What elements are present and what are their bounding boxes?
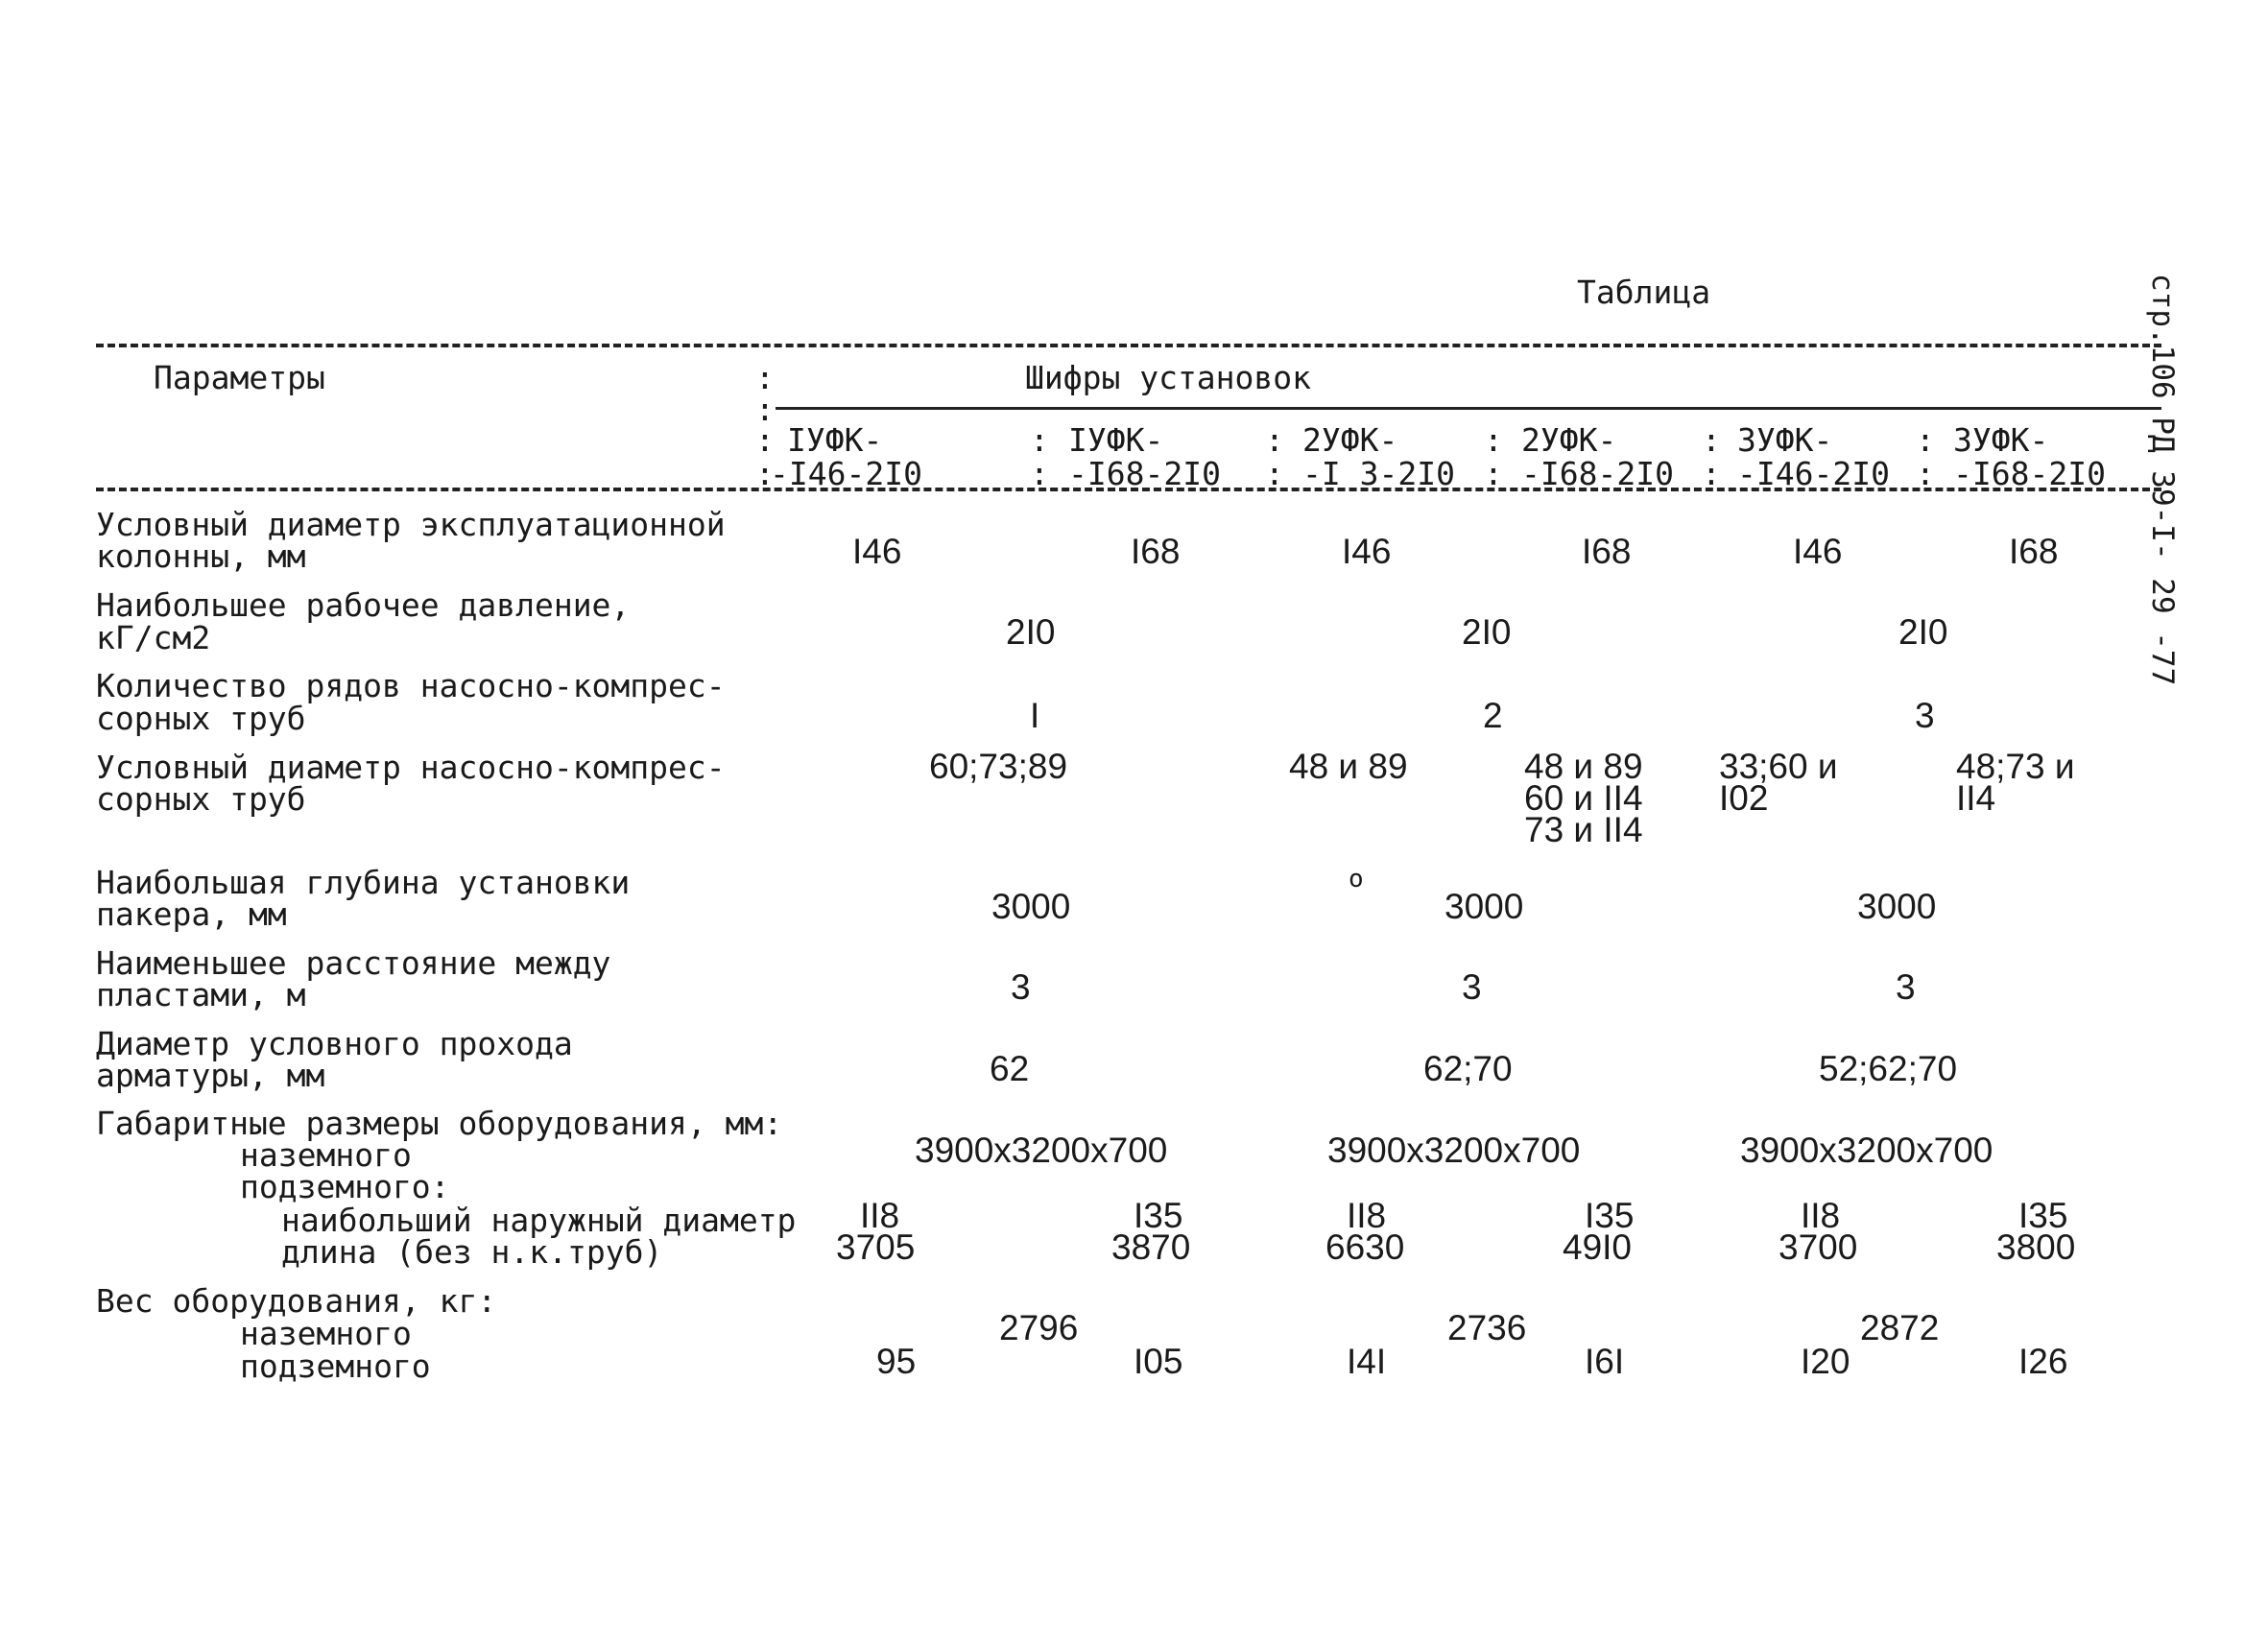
row-label: Наибольшее рабочее давление, [96, 586, 631, 624]
row-label: Габаритные размеры оборудования, мм: [96, 1105, 783, 1142]
column-separator: : [1702, 421, 1721, 459]
cell-value: 2872 [1860, 1308, 1940, 1347]
column-separator: : [1916, 421, 1935, 459]
cell-value: 3900x3200x700 [1327, 1131, 1581, 1170]
row-label: Наименьшее расстояние между [96, 944, 611, 982]
column-separator: : [755, 421, 775, 459]
header-colon: : [755, 391, 775, 428]
table-title: Таблица [1577, 274, 1711, 311]
cell-value: I4I [1347, 1342, 1387, 1381]
cell-value: 62 [990, 1049, 1030, 1088]
row-label: Условный диаметр эксплуатационной [96, 506, 726, 543]
column-separator: : [1702, 455, 1721, 492]
params-header: Параметры [154, 359, 325, 396]
cell-value: 3870 [1111, 1227, 1191, 1267]
page-side-label [2142, 274, 2181, 811]
row-label: Условный диаметр насосно-компрес- [96, 749, 726, 786]
header-sub-rule [776, 407, 2161, 410]
cell-value: 3700 [1779, 1227, 1858, 1267]
column-separator: : [1916, 455, 1935, 492]
column-separator: : [1484, 421, 1503, 459]
row-label: Вес оборудования, кг: [96, 1282, 497, 1320]
cell-value: I46 [852, 532, 902, 571]
column-header-4: -I68-2I0 [1521, 455, 1674, 492]
column-header-2: -I68-2I0 [1068, 455, 1221, 492]
cell-value: I [1030, 696, 1040, 735]
cell-value: I20 [1801, 1342, 1850, 1381]
cell-value: I46 [1793, 532, 1843, 571]
cell-value: II4 [1956, 778, 1996, 818]
column-header-2: IУФК- [1068, 421, 1164, 459]
row-label: колонны, мм [96, 537, 306, 575]
cell-value: II8 [1347, 1196, 1387, 1235]
column-header-4: 2УФК- [1521, 421, 1617, 459]
column-header-6: 3УФК- [1953, 421, 2049, 459]
row-label: пластами, м [96, 976, 306, 1013]
cell-value: 48;73 и [1956, 747, 2075, 786]
cell-value: I6I [1585, 1342, 1625, 1381]
column-header-5: -I46-2I0 [1737, 455, 1890, 492]
cell-value: 3900x3200x700 [1740, 1131, 1993, 1170]
cell-value: 3000 [1857, 887, 1937, 926]
column-separator: : [1265, 455, 1284, 492]
column-header-3: 2УФК- [1302, 421, 1398, 459]
cell-value: 52;62;70 [1819, 1049, 1958, 1088]
cell-value: II8 [860, 1196, 900, 1235]
column-separator: : [1484, 455, 1503, 492]
row-label: сорных труб [96, 780, 306, 818]
cell-value: I46 [1342, 532, 1392, 571]
cell-value: 62;70 [1423, 1049, 1513, 1088]
cell-value: 60 и II4 [1524, 778, 1643, 818]
cell-value: I68 [1582, 532, 1632, 571]
row-label: наибольший наружный диаметр [281, 1202, 797, 1239]
depth-mark: о [1349, 865, 1364, 893]
column-header-6: -I68-2I0 [1953, 455, 2106, 492]
cell-value: II8 [1801, 1196, 1841, 1235]
column-separator: : [1265, 421, 1284, 459]
cell-value: 48 и 89 [1524, 747, 1643, 786]
cell-value: 2736 [1447, 1308, 1527, 1347]
row-label: длина (без н.к.труб) [281, 1233, 663, 1271]
cell-value: 2 [1483, 696, 1503, 735]
cell-value: 2I0 [1006, 612, 1056, 652]
row-label: наземного [240, 1315, 412, 1352]
cell-value: 3 [1915, 696, 1935, 735]
cell-value: 60;73;89 [929, 747, 1068, 786]
row-label: сорных труб [96, 700, 306, 737]
header-top-rule [96, 344, 2161, 347]
row-label: пакера, мм [96, 895, 287, 933]
cell-value: I68 [2009, 532, 2059, 571]
cell-value: I05 [1134, 1342, 1183, 1381]
codes-group-header: Шифры установок [1025, 359, 1312, 396]
row-label: Количество рядов насосно-компрес- [96, 667, 726, 704]
cell-value: 48 и 89 [1289, 747, 1408, 786]
row-label: подземного [240, 1347, 431, 1385]
cell-value: 3 [1896, 967, 1916, 1007]
cell-value: 3000 [991, 887, 1071, 926]
column-separator: : [755, 455, 775, 492]
column-separator: : [1030, 421, 1049, 459]
column-separator: : [1030, 455, 1049, 492]
column-header-3: -I 3-2I0 [1302, 455, 1455, 492]
cell-value: 6630 [1325, 1227, 1405, 1267]
row-label: Наибольшая глубина установки [96, 864, 631, 901]
page-side-label-text: стр.106 РД 39-I- 29 -77 [2145, 274, 2180, 686]
cell-value: 2796 [999, 1308, 1079, 1347]
cell-value: 3 [1011, 967, 1031, 1007]
cell-value: 2I0 [1462, 612, 1512, 652]
row-label: кГ/см2 [96, 619, 211, 656]
cell-value: I68 [1131, 532, 1181, 571]
cell-value: 73 и II4 [1524, 810, 1643, 849]
row-label: арматуры, мм [96, 1057, 325, 1094]
cell-value: I26 [2018, 1342, 2068, 1381]
cell-value: 95 [876, 1342, 917, 1381]
cell-value: 3000 [1444, 887, 1524, 926]
cell-value: 33;60 и [1719, 747, 1838, 786]
header-colon: : [755, 359, 775, 396]
column-header-1: -I46-2I0 [770, 455, 922, 492]
column-header-5: 3УФК- [1737, 421, 1833, 459]
row-label: подземного: [240, 1168, 450, 1205]
row-label: Диаметр условного прохода [96, 1025, 573, 1062]
cell-value: I35 [1134, 1196, 1183, 1235]
cell-value: 3705 [836, 1227, 916, 1267]
cell-value: 2I0 [1898, 612, 1948, 652]
cell-value: I35 [1585, 1196, 1635, 1235]
cell-value: I02 [1719, 778, 1769, 818]
column-header-1: IУФК- [787, 421, 883, 459]
row-label: наземного [240, 1136, 412, 1174]
cell-value: 3900x3200x700 [915, 1131, 1168, 1170]
cell-value: 49I0 [1563, 1227, 1633, 1267]
cell-value: 3 [1462, 967, 1482, 1007]
cell-value: I35 [2018, 1196, 2068, 1235]
cell-value: 3800 [1996, 1227, 2076, 1267]
